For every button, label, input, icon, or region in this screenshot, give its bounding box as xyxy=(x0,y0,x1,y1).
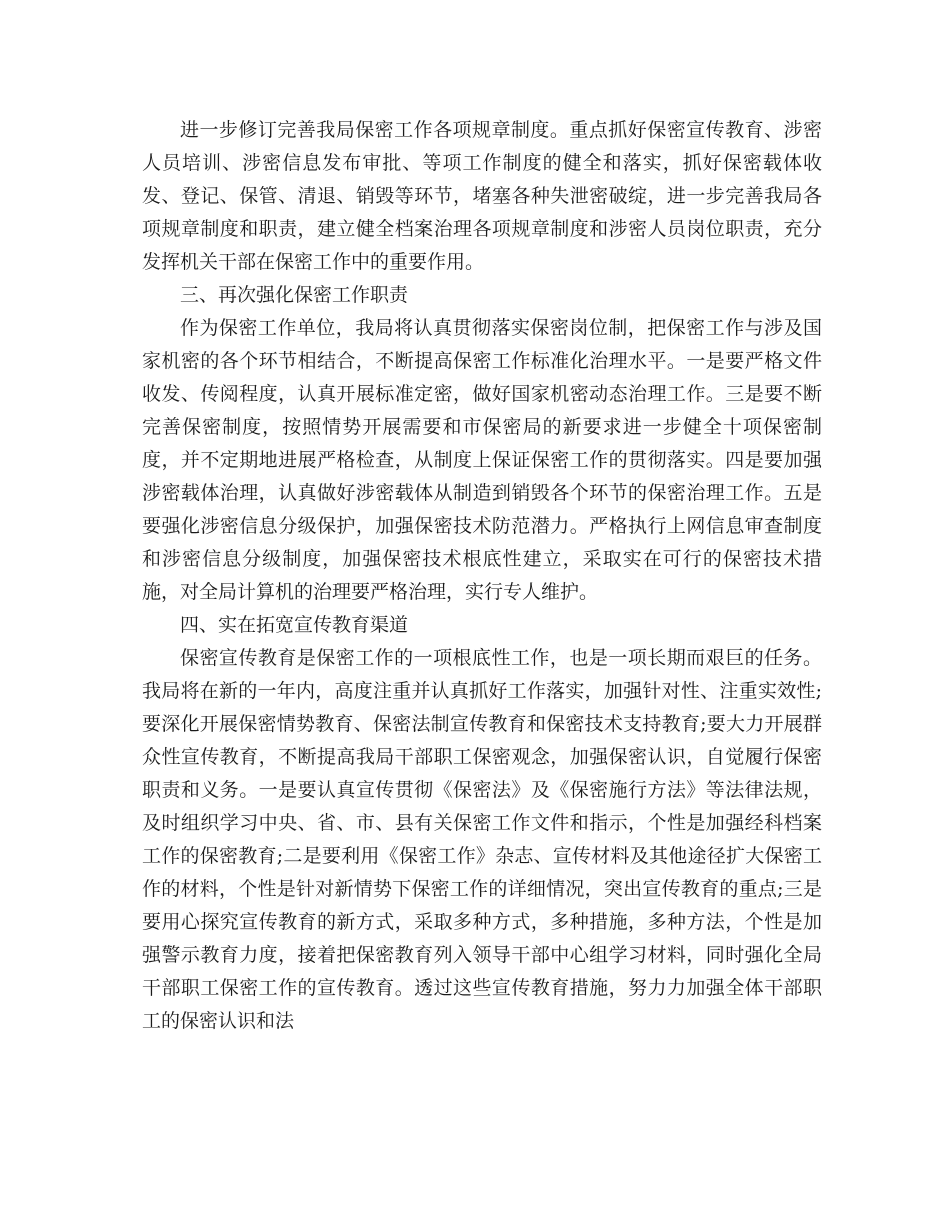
section-heading-3: 三、再次强化保密工作职责 xyxy=(180,284,409,306)
section-heading-4: 四、实在拓宽宣传教育渠道 xyxy=(180,614,409,636)
paragraph-responsibilities: 作为保密工作单位，我局将认真贯彻落实保密岗位制，把保密工作与涉及国家机密的各个环节相结合，不断提高保密工作标准化治理水平。一是要严格文件收发、传阅程度，认真开展标准定密，做好国家机密动态治理工作。三是要不断完善保密制度，按照情势开展需要和市保密局的新要求进一步健全十项保密制度，并不定期地进展严格检查，从制度上保证保密工作的贯彻落实。四是要加强涉密载体治理，认真做好涉密载体从制造到销毁各个环节的保密治理工作。五是要强化涉密信息分级保护，加强保密技术防范潜力。严格执行上网信息审查制度和涉密信息分级制度，加强保密技术根底性建立，采取实在可行的保密技术措施，对全局计算机的治理要严格治理，实行专人维护。 xyxy=(142,317,822,603)
paragraph-education: 保密宣传教育是保密工作的一项根底性工作，也是一项长期而艰巨的任务。我局将在新的一年内，高度注重并认真抓好工作落实，加强针对性、注重实效性;要深化开展保密情势教育、保密法制宣传教育和保密技术支持教育;要大力开展群众性宣传教育，不断提高我局干部职工保密观念，加强保密认识，自觉履行保密职责和义务。一是要认真宣传贯彻《保密法》及《保密施行方法》等法律法规，及时组织学习中央、省、市、县有关保密工作文件和指示，个性是加强经科档案工作的保密教育;二是要利用《保密工作》杂志、宣传材料及其他途径扩大保密工作的材料，个性是针对新情势下保密工作的详细情况，突出宣传教育的重点;三是要用心探究宣传教育的新方式，采取多种方式，多种措施，多种方法，个性是加强警示教育力度，接着把保密教育列入领导干部中心组学习材料，同时强化全局干部职工保密工作的宣传教育。透过这些宣传教育措施，努力力加强全体干部职工的保密认识和法 xyxy=(142,647,822,1032)
document-body xyxy=(142,114,822,1038)
paragraph-regulations: 进一步修订完善我局保密工作各项规章制度。重点抓好保密宣传教育、涉密人员培训、涉密信息发布审批、等项工作制度的健全和落实，抓好保密载体收发、登记、保管、清退、销毁等环节，堵塞各种失泄密破绽，进一步完善我局各项规章制度和职责，建立健全档案治理各项规章制度和涉密人员岗位职责，充分发挥机关干部在保密工作中的重要作用。 xyxy=(142,119,822,273)
